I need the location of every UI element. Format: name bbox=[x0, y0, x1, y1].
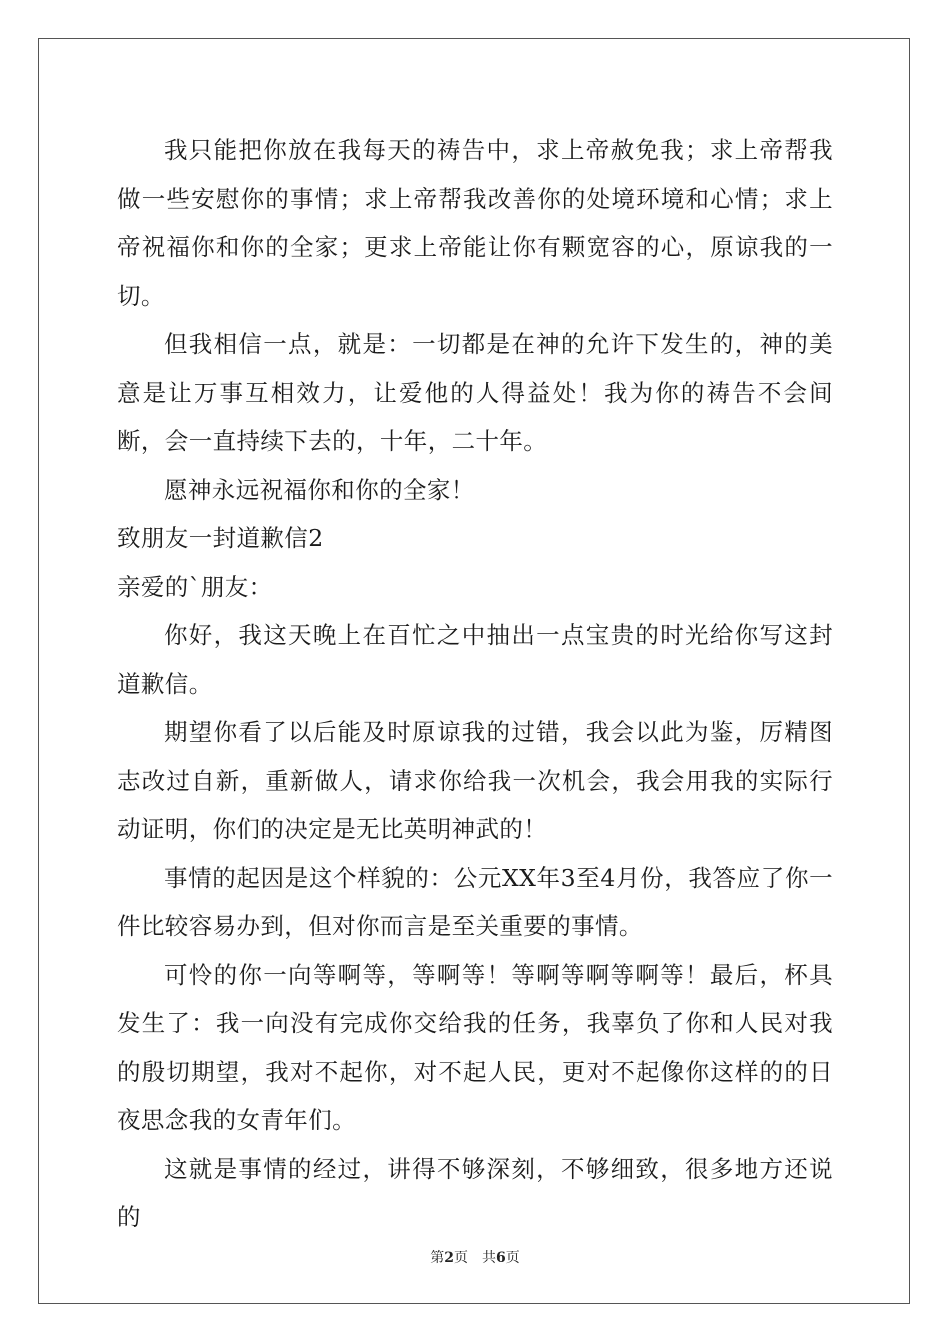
footer-page-mid: 页 共 bbox=[454, 1250, 496, 1266]
paragraph: 但我相信一点，就是：一切都是在神的允许下发生的，神的美意是让万事互相效力，让爱他的人得益处！我为你的祷告不会间断，会一直持续下去的，十年，二十年。 bbox=[117, 330, 833, 455]
paragraph: 我只能把你放在我每天的祷告中，求上帝赦免我；求上帝帮我做一些安慰你的事情；求上帝帮我改善你的处境环境和心情；求上帝祝福你和你的全家；更求上帝能让你有颗宽容的心，原谅我的一切。 bbox=[117, 136, 833, 310]
paragraph: 愿神永远祝福你和你的全家！ bbox=[164, 475, 475, 504]
footer-page-prefix: 第 bbox=[430, 1250, 445, 1266]
paragraph: 事情的起因是这个样貌的：公元XX年3至4月份，我答应了你一件比较容易办到，但对你而言是至关重要的事情。 bbox=[117, 863, 833, 940]
paragraph: 致朋友一封道歉信2 bbox=[117, 524, 324, 552]
paragraph: 你好，我这天晚上在百忙之中抽出一点宝贵的时光给你写这封道歉信。 bbox=[117, 621, 833, 698]
paragraph: 可怜的你一向等啊等，等啊等！等啊等啊等啊等！最后，杯具发生了：我一向没有完成你交给我的任务，我辜负了你和人民对我的殷切期望，我对不起你，对不起人民，更对不起像你这样的的日夜思念我的女青年们。 bbox=[117, 960, 833, 1134]
footer-page-suffix: 页 bbox=[505, 1250, 520, 1266]
document-body bbox=[117, 126, 833, 1242]
paragraph: 期望你看了以后能及时原谅我的过错，我会以此为鉴，厉精图志改过自新，重新做人，请求你给我一次机会，我会用我的实际行动证明，你们的决定是无比英明神武的！ bbox=[117, 718, 833, 843]
page-footer bbox=[0, 1247, 950, 1267]
footer-page-current: 2 bbox=[444, 1250, 454, 1266]
footer-page-total: 6 bbox=[496, 1250, 506, 1266]
paragraph: 这就是事情的经过，讲得不够深刻，不够细致，很多地方还说的 bbox=[117, 1154, 833, 1231]
paragraph: 亲爱的`朋友： bbox=[117, 572, 273, 601]
